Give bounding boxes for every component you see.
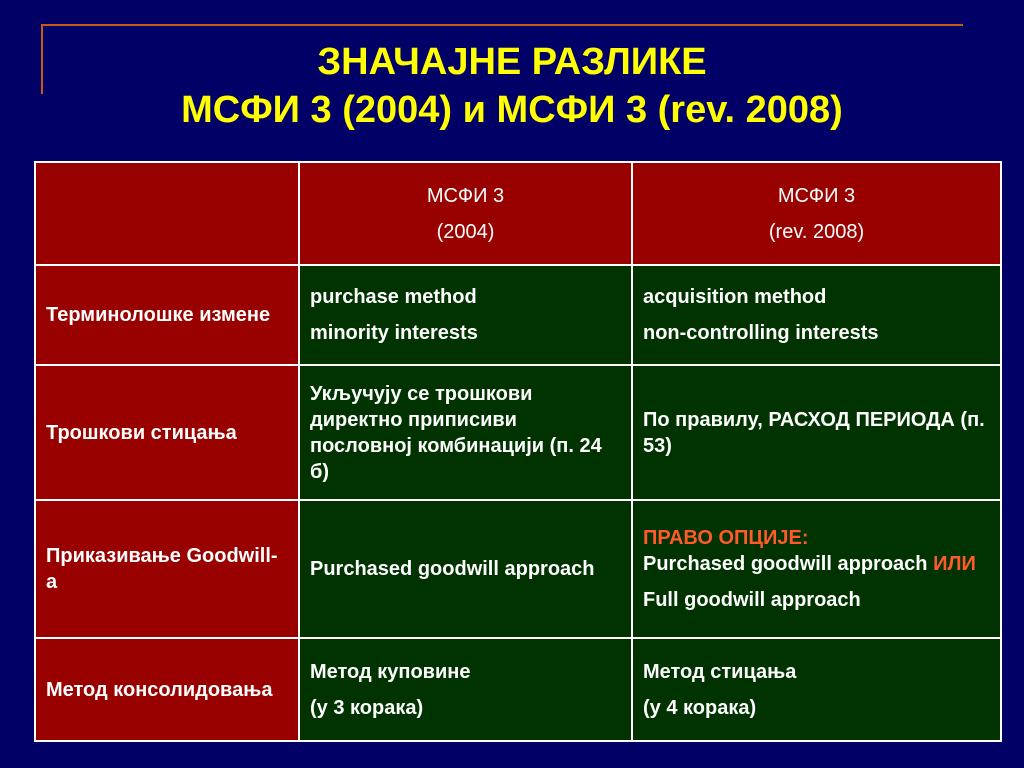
table-row-consolidation-method (35, 638, 1001, 741)
row-label-text: Трошкови стицања (46, 421, 237, 444)
header-cell-2004 (299, 162, 632, 265)
row-label-goodwill (35, 500, 299, 638)
table-row-terminology (35, 265, 1001, 365)
cell-line: (у 3 корака) (310, 696, 424, 719)
cell-text: Full goodwill approach (643, 589, 861, 611)
title-line-1: ЗНАЧАЈНЕ РАЗЛИКЕ (317, 41, 707, 83)
comparison-table (34, 161, 1002, 742)
cell-goodwill-2008 (632, 500, 1001, 638)
cell-line: non-controlling interests (643, 322, 879, 344)
cell-acquisition-costs-2004 (299, 365, 632, 500)
row-label-acquisition-costs (35, 365, 299, 500)
cell-acquisition-costs-2008 (632, 365, 1001, 500)
header-2004-line-2: (2004) (436, 220, 495, 243)
or-label: ИЛИ (933, 553, 976, 575)
option-label: ПРАВО ОПЦИЈЕ: (643, 527, 809, 549)
cell-line: Метод куповине (310, 660, 471, 683)
cell-line: (у 4 корака) (643, 696, 757, 719)
row-label-text: Терминолошке измене (46, 304, 271, 326)
cell-text: Purchased goodwill approach (643, 553, 928, 575)
row-label-consolidation-method (35, 638, 299, 741)
header-2008-line-2: (rev. 2008) (768, 220, 865, 243)
header-empty-cell (35, 162, 299, 265)
cell-consolidation-2004 (299, 638, 632, 741)
cell-line: minority interests (310, 322, 478, 344)
header-2008-line-1: МСФИ 3 (777, 184, 856, 207)
cell-line: Метод стицања (643, 660, 797, 683)
cell-text-with-or (643, 551, 990, 577)
cell-terminology-2008 (632, 265, 1001, 365)
cell-goodwill-2004 (299, 500, 632, 638)
table-header-row (35, 162, 1001, 265)
header-2004-line-1: МСФИ 3 (426, 184, 505, 207)
cell-consolidation-2008 (632, 638, 1001, 741)
cell-text: По правилу, РАСХОД ПЕРИОДА (п. 53) (643, 408, 985, 457)
title-frame-top-rule (41, 24, 963, 26)
title-line-2: МСФИ 3 (2004) и МСФИ 3 (rev. 2008) (181, 89, 843, 131)
cell-line: purchase method (310, 286, 477, 308)
table-row-goodwill (35, 500, 1001, 638)
cell-terminology-2004 (299, 265, 632, 365)
cell-text: Укључују се трошкови директно приписиви пословној комбинацији (п. 24 б) (310, 382, 602, 483)
slide-title (0, 38, 1024, 134)
row-label-text: Метод консолидовања (46, 678, 273, 701)
cell-text: Purchased goodwill approach (310, 558, 595, 580)
row-label-terminology (35, 265, 299, 365)
table-row-acquisition-costs (35, 365, 1001, 500)
row-label-text: Приказивање Goodwill-а (46, 545, 278, 593)
cell-line: acquisition method (643, 286, 827, 308)
header-cell-2008 (632, 162, 1001, 265)
